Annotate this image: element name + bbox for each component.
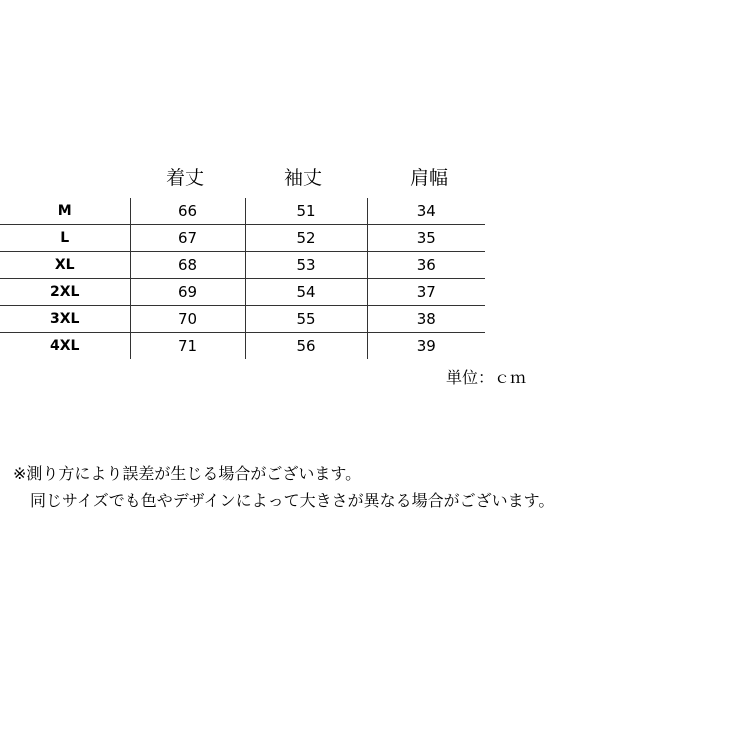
length-cell: 71 — [130, 333, 245, 360]
table-row — [0, 252, 485, 279]
size-cell: 4XL — [50, 338, 80, 354]
table-row — [0, 279, 485, 306]
shoulder-cell: 35 — [367, 225, 485, 252]
header-length: 着丈 — [165, 167, 204, 189]
shoulder-cell: 36 — [367, 252, 485, 279]
sleeve-cell: 54 — [245, 279, 367, 306]
size-cell: 2XL — [0, 279, 130, 306]
length-cell: 66 — [130, 198, 245, 225]
shoulder-cell: 34 — [367, 198, 485, 225]
shoulder-cell: 38 — [367, 306, 485, 333]
sleeve-cell: 55 — [245, 306, 367, 333]
length-cell: 67 — [130, 225, 245, 252]
table-row — [0, 198, 485, 225]
sleeve-cell: 53 — [245, 252, 367, 279]
length-cell: 69 — [130, 279, 245, 306]
notes — [13, 460, 554, 514]
table-row — [0, 306, 485, 333]
size-cell: 3XL — [0, 306, 130, 333]
note-line-1: ※測り方により誤差が生じる場合がございます。 — [13, 464, 362, 483]
size-cell: L — [0, 225, 130, 252]
size-cell: XL — [0, 252, 130, 279]
sleeve-cell: 56 — [245, 333, 367, 360]
shoulder-cell: 39 — [367, 333, 485, 360]
shoulder-cell: 37 — [367, 279, 485, 306]
table-row — [0, 333, 485, 360]
header-sleeve: 袖丈 — [283, 167, 322, 189]
size-cell: M — [0, 198, 130, 225]
unit-label: 単位：ｃｍ — [446, 368, 527, 387]
size-table — [0, 198, 485, 359]
sleeve-cell: 51 — [245, 198, 367, 225]
sleeve-cell: 52 — [245, 225, 367, 252]
table-row — [0, 225, 485, 252]
note-line-2: 同じサイズでも色やデザインによって大きさが異なる場合がございます。 — [30, 491, 555, 510]
length-cell: 68 — [130, 252, 245, 279]
length-cell: 70 — [130, 306, 245, 333]
header-shoulder: 肩幅 — [409, 167, 448, 189]
